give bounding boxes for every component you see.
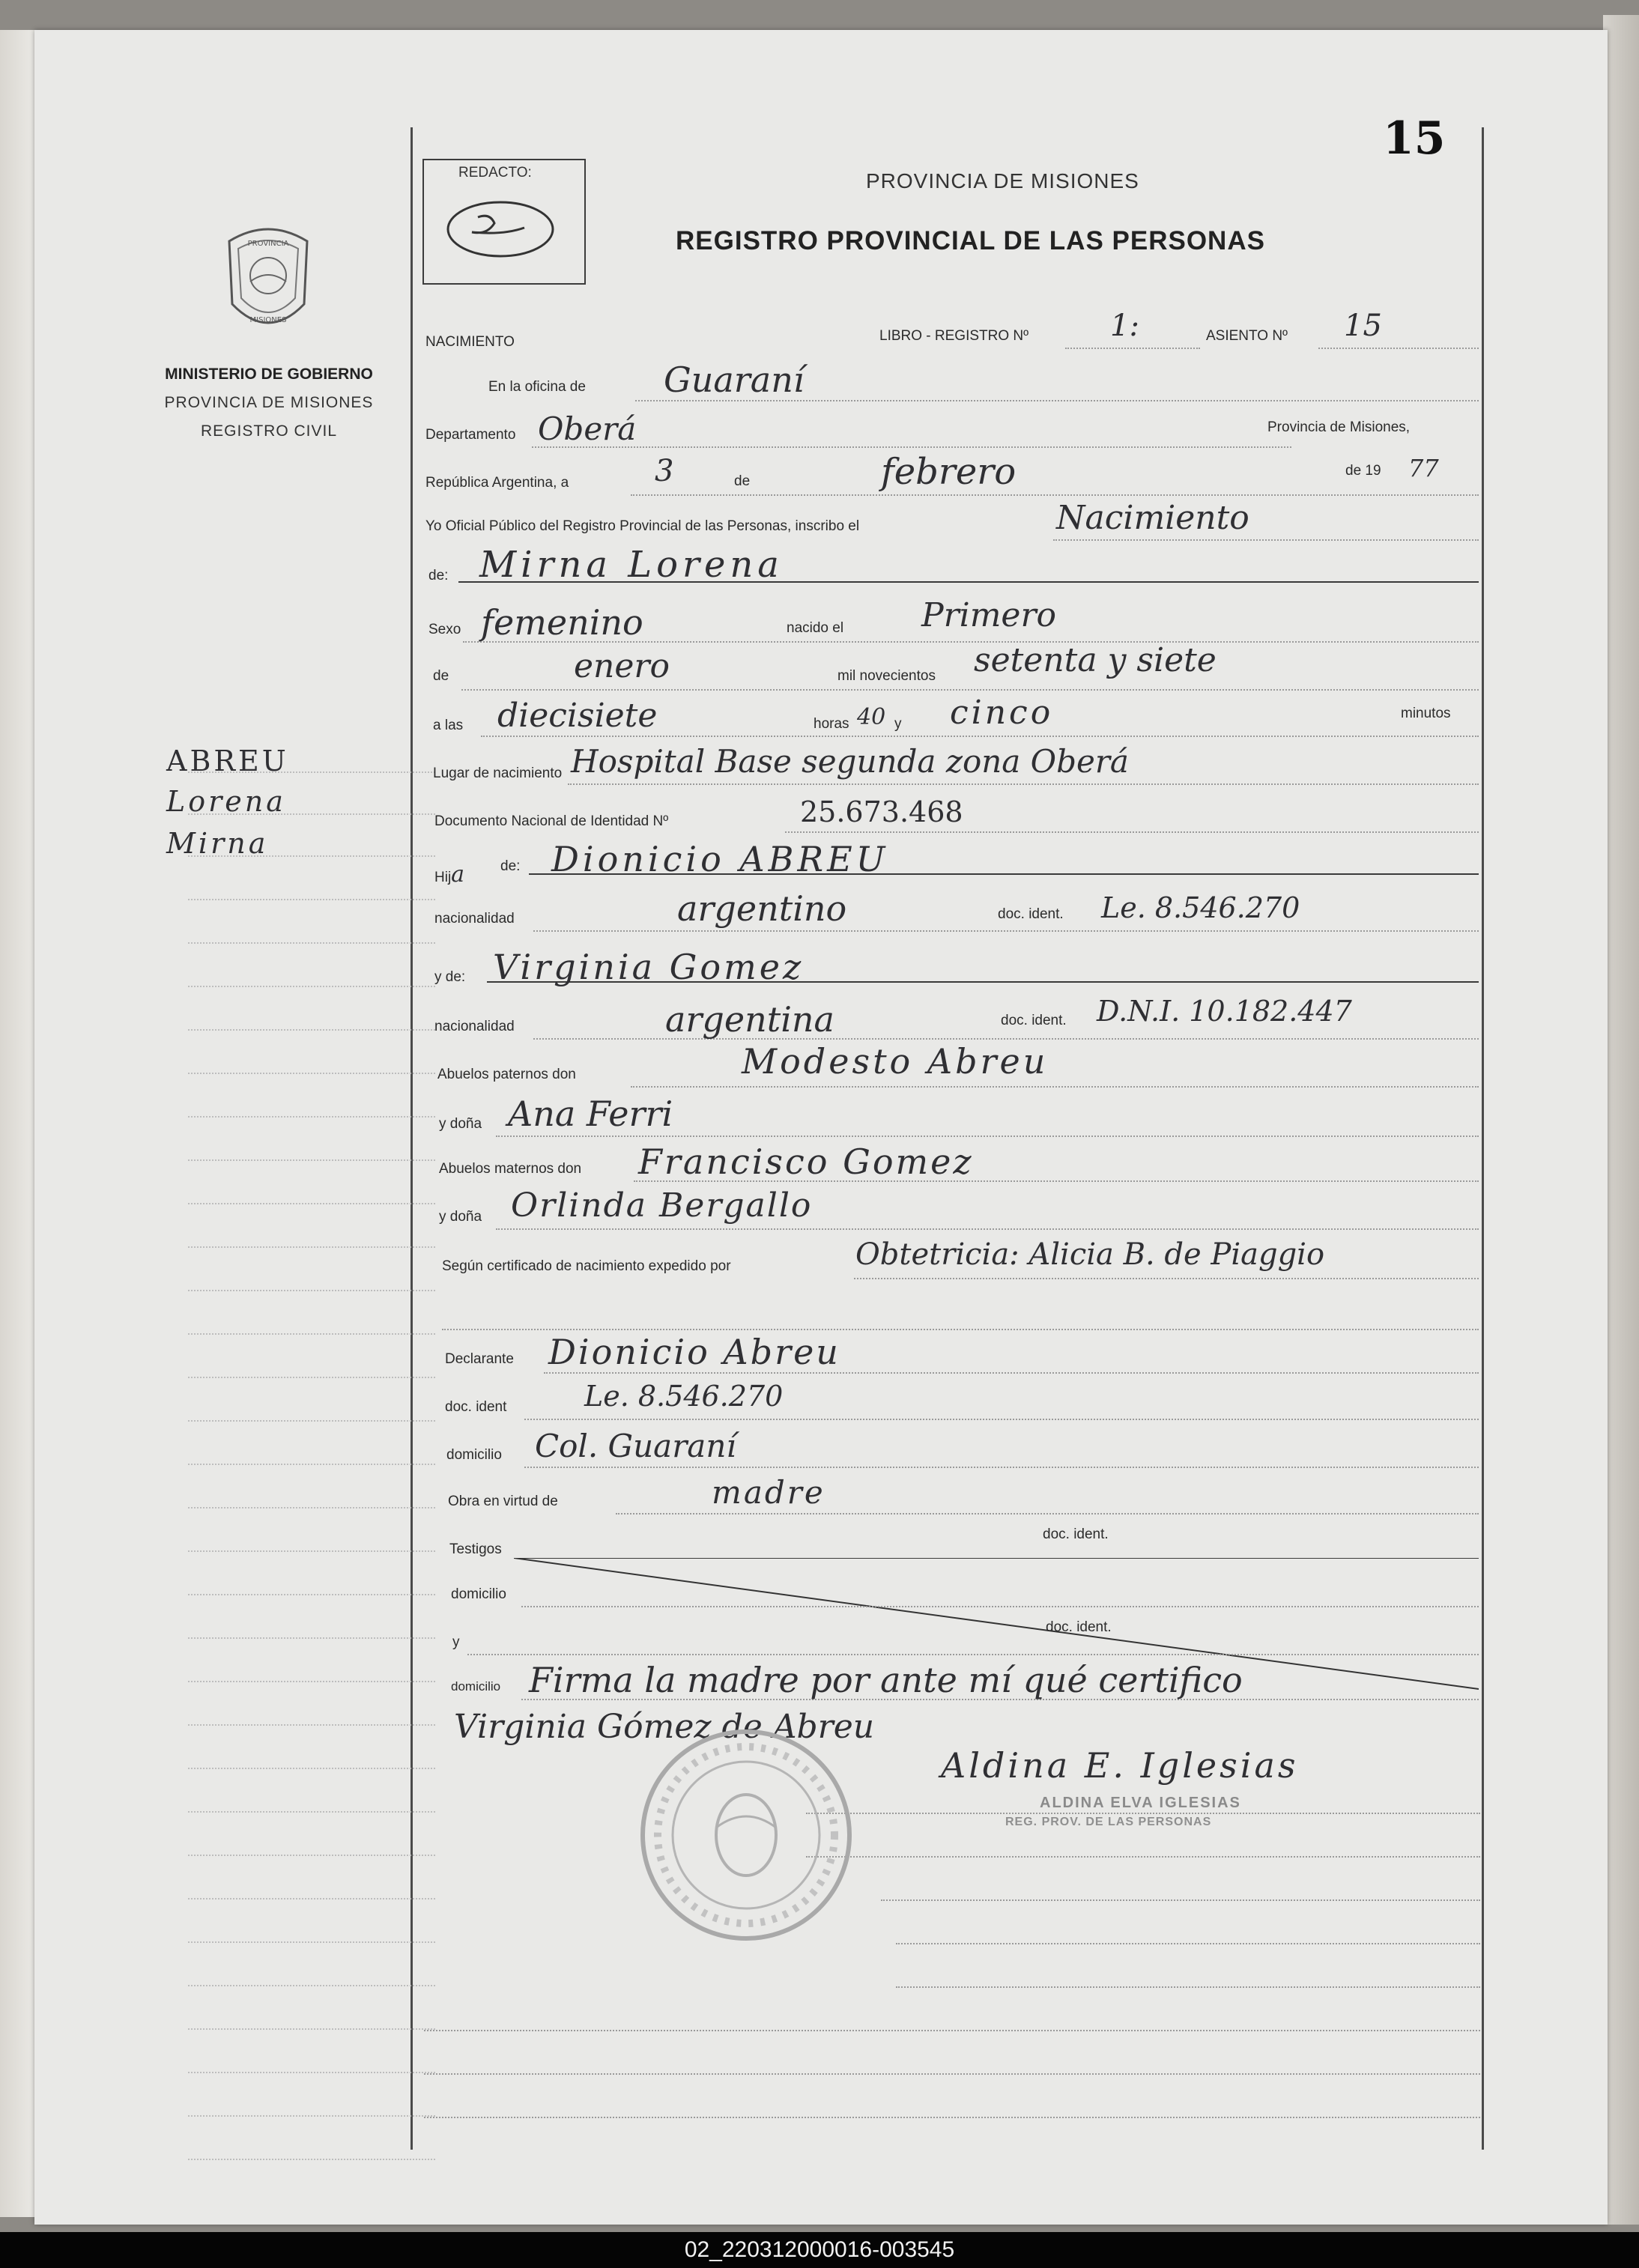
provincia-misiones-label: Provincia de Misiones, [1267, 419, 1411, 435]
lugar-label: Lugar de nacimiento [433, 765, 563, 781]
oficina-label: En la oficina de [488, 379, 586, 395]
doc-ident-value: Le. 8.546.270 [584, 1380, 784, 1413]
mes-nacimiento-value: enero [574, 647, 670, 685]
ministerio-label: MINISTERIO DE GOBIERNO [165, 366, 373, 383]
obra-label: Obra en virtud de [448, 1494, 558, 1509]
dni-value: 25.673.468 [800, 795, 963, 828]
minutos-label: minutos [1401, 706, 1451, 721]
nacido-value: Primero [921, 596, 1056, 634]
nacionalidad2-label: nacionalidad [434, 1019, 515, 1034]
abuelos-maternos-label: Abuelos maternos don [439, 1161, 582, 1177]
de-label: de [734, 473, 751, 489]
footer-code: 02_220312000016-003545 [684, 2237, 955, 2262]
hija-label [434, 861, 464, 888]
doc4-label: doc. ident. [1046, 1619, 1112, 1635]
dni-label: Documento Nacional de Identidad Nº [434, 813, 669, 829]
seal-text-bottom: MISIONES [249, 316, 287, 324]
abuelos-paternos-label: Abuelos paternos don [437, 1067, 576, 1082]
certificate-page [34, 30, 1608, 2225]
left-page-edge [0, 30, 39, 2217]
right-page-edge [1603, 15, 1639, 2225]
firma-oficial: Aldina E. Iglesias [941, 1745, 1299, 1786]
republica-label: República Argentina, a [425, 475, 569, 491]
doc1-label: doc. ident. [998, 906, 1064, 922]
provincia-label: PROVINCIA DE MISIONES [164, 394, 374, 411]
inscripcion-tipo-value: Nacimiento [1056, 499, 1249, 537]
hija-label-text: Hij [434, 870, 452, 885]
lugar-value: Hospital Base segunda zona Oberá [571, 743, 1129, 780]
page-number: 15 [1383, 112, 1446, 165]
libro-value: 1: [1110, 309, 1139, 343]
nacionalidad2-value: argentina [665, 999, 834, 1040]
alas-label: a las [433, 718, 464, 733]
libro-label: LIBRO - REGISTRO Nº [879, 328, 1029, 344]
madre-value: Virginia Gomez [493, 947, 805, 987]
y-dona2-value: Orlinda Bergallo [511, 1186, 813, 1225]
y-dona1-value: Ana Ferri [508, 1094, 673, 1134]
y-dona2-label: y doña [439, 1209, 482, 1225]
redacto-label: REDACTO: [458, 165, 532, 181]
doc-ident-label: doc. ident [445, 1399, 507, 1415]
domicilio2-label: domicilio [451, 1586, 506, 1602]
left-frame-line [410, 127, 413, 2150]
doc2-label: doc. ident. [1001, 1013, 1067, 1028]
anio-value: 77 [1408, 454, 1439, 482]
horas-y-label: y [894, 716, 902, 732]
redacto-mark [442, 190, 562, 265]
anio-nacimiento-value: setenta y siete [974, 641, 1217, 679]
horas-label: horas [814, 716, 849, 732]
oficial-text: Yo Oficial Público del Registro Provincial de las Personas, inscribo el [425, 518, 860, 534]
stamp-name: ALDINA ELVA IGLESIAS [1040, 1795, 1241, 1811]
y-de-label: y de: [434, 969, 466, 985]
sexo-value: femenino [481, 602, 643, 643]
hora-value: diecisiete [497, 697, 658, 735]
minutos-value: cinco [950, 694, 1054, 732]
header-province: PROVINCIA DE MISIONES [866, 169, 1139, 192]
mil-novecientos-label: mil novecientos [837, 668, 936, 684]
nacionalidad1-label: nacionalidad [434, 911, 515, 927]
margin-note-surname: ABREU [166, 745, 289, 777]
de-nombre-label: de: [428, 568, 449, 583]
y-dona1-label: y doña [439, 1116, 482, 1132]
margin-note-name-2: Mirna [166, 827, 269, 860]
sexo-label: Sexo [428, 622, 461, 637]
official-round-seal [634, 1723, 858, 1947]
obra-value: madre [712, 1474, 825, 1511]
nacionalidad1-value: argentino [677, 888, 847, 929]
redacto-box [422, 159, 586, 285]
stamp-role: REG. PROV. DE LAS PERSONAS [1005, 1816, 1212, 1828]
dia-value: 3 [655, 454, 674, 488]
header-title: REGISTRO PROVINCIAL DE LAS PERSONAS [676, 226, 1265, 255]
nacimiento-label: NACIMIENTO [425, 334, 515, 350]
hija-suffix: a [451, 861, 465, 888]
de-anio-label: de 19 [1345, 463, 1381, 479]
right-frame-line [1482, 127, 1484, 2150]
domicilio-label: domicilio [446, 1447, 502, 1463]
domicilio-value: Col. Guaraní [535, 1428, 736, 1464]
testigos-label: Testigos [449, 1541, 502, 1557]
doc2-value: D.N.I. 10.182.447 [1097, 995, 1352, 1028]
mes-value: febrero [881, 451, 1017, 493]
departamento-label: Departamento [425, 427, 516, 443]
domicilio3-label: domicilio [451, 1679, 501, 1694]
oficina-value: Guaraní [664, 360, 805, 400]
y2-label: y [452, 1634, 460, 1650]
segun-certificado-label: Según certificado de nacimiento expedido por [442, 1258, 731, 1274]
margin-note-name-1: Lorena [166, 785, 286, 818]
nombre-value: Mirna Lorena [479, 544, 784, 586]
de2-label: de [433, 668, 449, 684]
registro-civil-label: REGISTRO CIVIL [200, 422, 338, 440]
declarante-value: Dionicio Abreu [548, 1332, 840, 1372]
horas-num-value: 40 [857, 704, 886, 730]
departamento-value: Oberá [538, 410, 637, 447]
abuelos-maternos-value: Francisco Gomez [638, 1141, 974, 1182]
firma-text: Firma la madre por ante mí qué certifico [529, 1660, 1243, 1700]
abuelos-paternos-value: Modesto Abreu [742, 1041, 1049, 1082]
asiento-value: 15 [1344, 309, 1382, 343]
footer-bar [0, 2232, 1639, 2268]
firma-madre: Virginia Gómez de Abreu [454, 1708, 875, 1746]
seal-text-top: PROVINCIA [247, 240, 289, 248]
declarante-label: Declarante [445, 1351, 514, 1367]
segun-certificado-value: Obtetricia: Alicia B. de Piaggio [855, 1237, 1325, 1272]
asiento-label: ASIENTO Nº [1206, 328, 1288, 344]
nacido-label: nacido el [787, 620, 844, 636]
padre-value: Dionicio ABREU [551, 839, 889, 879]
doc1-value: Le. 8.546.270 [1101, 891, 1300, 924]
doc3-label: doc. ident. [1043, 1526, 1109, 1542]
de3-label: de: [500, 858, 521, 874]
coat-of-arms-seal [217, 223, 319, 343]
